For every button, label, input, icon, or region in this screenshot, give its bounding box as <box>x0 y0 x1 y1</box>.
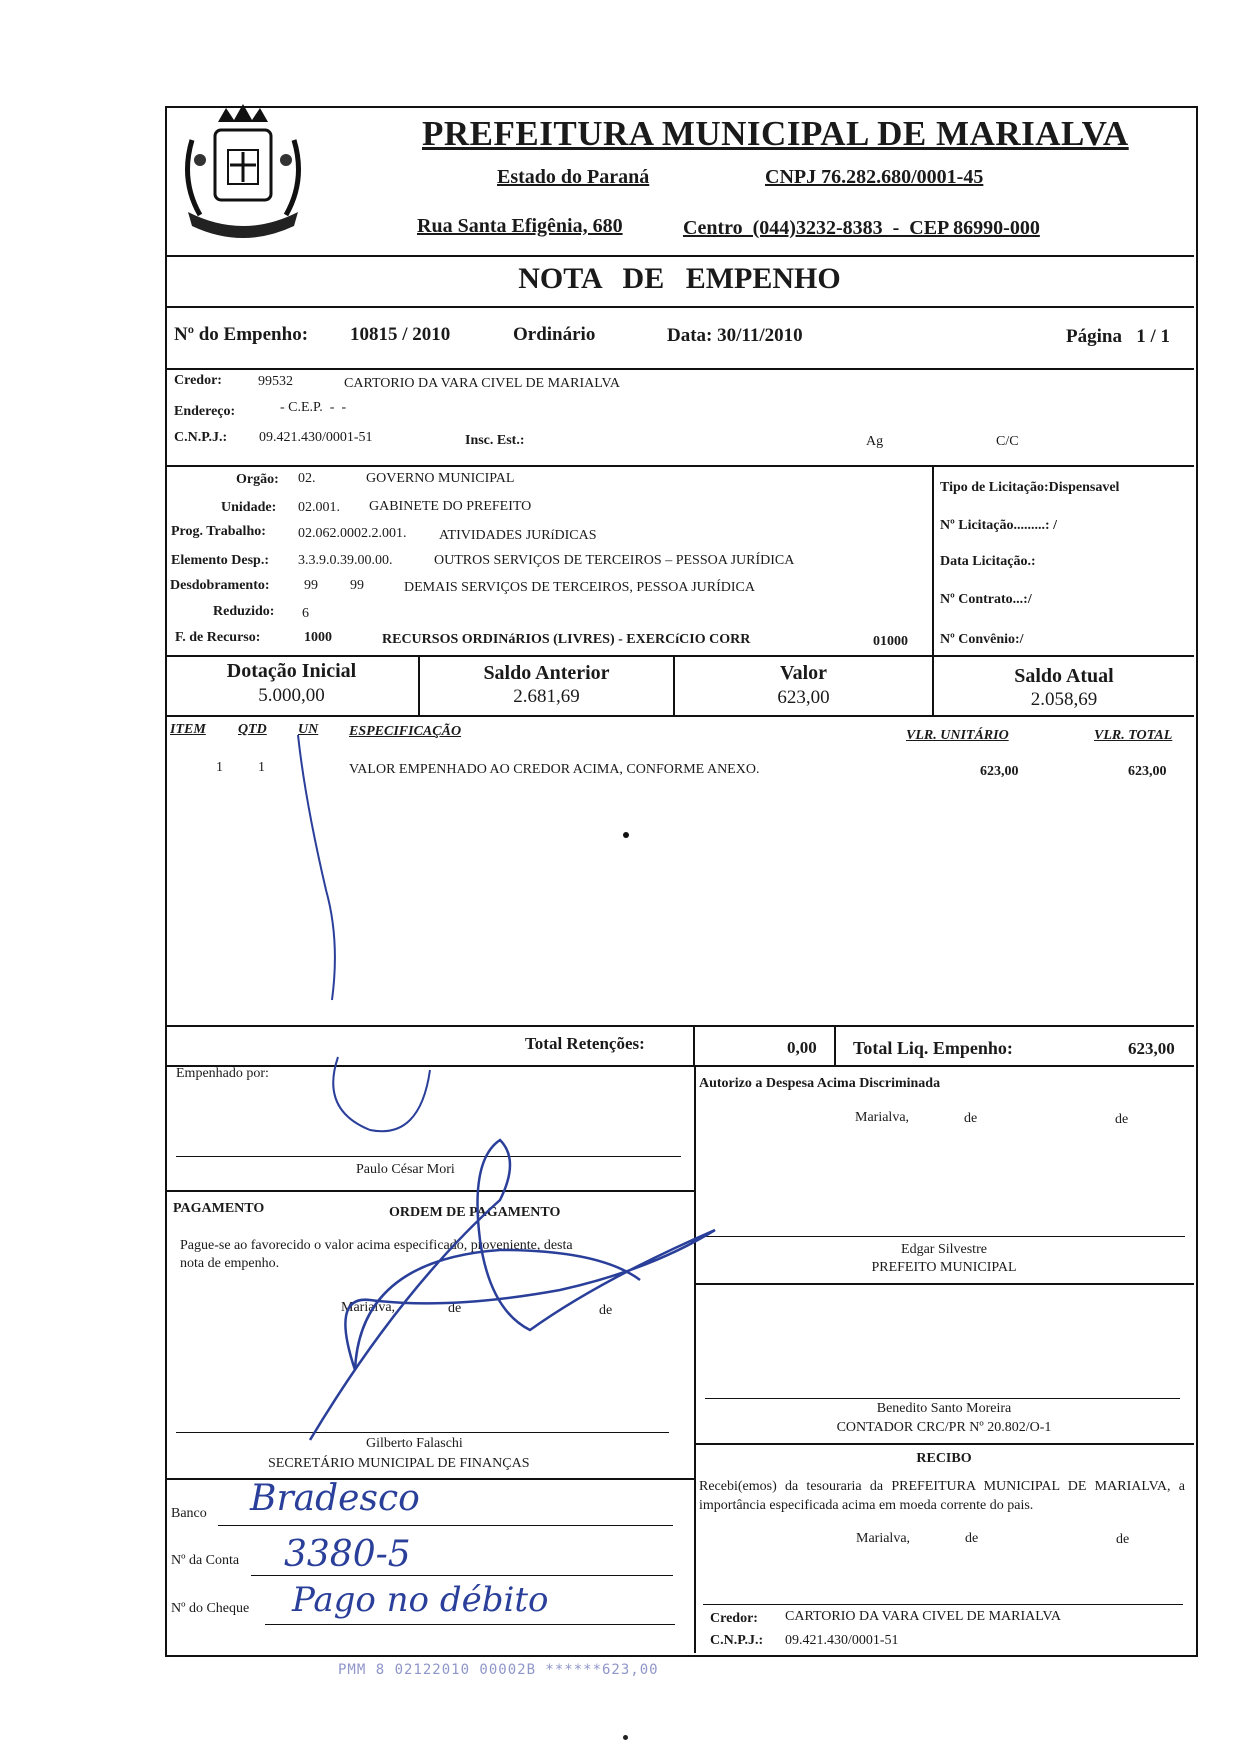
conta-value: 3380-5 <box>284 1534 411 1575</box>
orgao-label: Orgão: <box>236 472 279 487</box>
cheque-label: Nº do Cheque <box>171 1601 250 1616</box>
pagamento-de2: de <box>599 1303 613 1318</box>
secretario-role: SECRETÁRIO MUNICIPAL DE FINANÇAS <box>268 1456 530 1471</box>
recibo-label: RECIBO <box>916 1451 972 1466</box>
item-qtd: 1 <box>258 760 265 775</box>
pagamento-de1: de <box>448 1301 462 1316</box>
pagamento-text-1: Pague-se ao favorecido o valor acima especificado, proveniente, desta <box>180 1238 573 1253</box>
prefeito-role: PREFEITO MUNICIPAL <box>871 1260 1017 1275</box>
desdob-code2: 99 <box>350 578 364 593</box>
empenho-type: Ordinário <box>513 324 596 345</box>
recurso-name: RECURSOS ORDINáRIOS (LIVRES) - EXERCíCIO CORR <box>382 632 751 647</box>
header-title: PREFEITURA MUNICIPAL DE MARIALVA <box>422 114 1129 153</box>
cnpj-value: 09.421.430/0001-51 <box>259 430 373 445</box>
prog-code: 02.062.0002.2.001. <box>298 526 407 541</box>
elemento-code: 3.3.9.0.39.00.00. <box>298 553 393 568</box>
saldo-atual-label: Saldo Atual <box>1014 665 1114 687</box>
col-qtd: QTD <box>238 722 267 737</box>
col-vlr-unit: VLR. UNITÁRIO <box>906 728 1009 743</box>
header-contact: Centro (044)3232-8383 - CEP 86990-000 <box>683 217 1040 239</box>
unidade-label: Unidade: <box>221 500 277 515</box>
item-vlr-total: 623,00 <box>1128 764 1167 779</box>
prog-name: ATIVIDADES JURíDICAS <box>439 528 597 543</box>
credor-code: 99532 <box>258 374 293 389</box>
banco-label: Banco <box>171 1506 207 1521</box>
contador-name: Benedito Santo Moreira <box>876 1401 1012 1416</box>
item-number: 1 <box>216 760 223 775</box>
empenhado-label: Empenhado por: <box>176 1066 269 1081</box>
empenho-date: Data: 30/11/2010 <box>667 325 803 346</box>
unidade-code: 02.001. <box>298 500 340 515</box>
retencoes-label: Total Retenções: <box>525 1034 645 1053</box>
header-address: Rua Santa Efigênia, 680 <box>417 215 623 237</box>
recibo-cnpj-value: 09.421.430/0001-51 <box>785 1633 899 1648</box>
empenho-number: 10815 / 2010 <box>350 324 451 345</box>
credor-label: Credor: <box>174 373 222 388</box>
prog-label: Prog. Trabalho: <box>171 524 266 539</box>
desdob-label: Desdobramento: <box>170 578 270 593</box>
col-item: ITEM <box>170 722 206 737</box>
pagamento-text-2: nota de empenho. <box>180 1256 280 1271</box>
insc-label: Insc. Est.: <box>465 433 525 448</box>
recibo-de2: de <box>1116 1532 1130 1547</box>
credor-name: CARTORIO DA VARA CIVEL DE MARIALVA <box>344 376 620 391</box>
cnpj-label: C.N.P.J.: <box>174 430 228 445</box>
licitacao-data: Data Licitação.: <box>940 554 1036 569</box>
empenho-label: Nº do Empenho: <box>174 324 309 345</box>
cheque-value: Pago no débito <box>292 1580 549 1620</box>
desdob-code1: 99 <box>304 578 318 593</box>
col-espec: ESPECIFICAÇÃO <box>349 724 462 739</box>
saldo-atual-value: 2.058,69 <box>1030 689 1098 710</box>
reduzido-label: Reduzido: <box>213 604 275 619</box>
retencoes-value: 0,00 <box>787 1038 817 1057</box>
bottom-dot <box>623 1735 628 1740</box>
valor-value: 623,00 <box>777 687 830 708</box>
autorizo-de1: de <box>964 1111 978 1126</box>
dotacao-label: Dotação Inicial <box>226 660 357 682</box>
col-vlr-total: VLR. TOTAL <box>1094 728 1173 743</box>
licitacao-contrato: Nº Contrato...:/ <box>940 592 1032 607</box>
saldo-anterior-value: 2.681,69 <box>513 686 580 707</box>
empenhado-name: Paulo César Mori <box>356 1162 455 1177</box>
item-espec: VALOR EMPENHADO AO CREDOR ACIMA, CONFORME ANEXO. <box>349 762 760 777</box>
empenho-page: Página 1 / 1 <box>1066 326 1170 347</box>
recurso-label: F. de Recurso: <box>175 630 261 645</box>
dotacao-value: 5.000,00 <box>258 685 325 706</box>
bullet-dot <box>623 832 629 838</box>
autorizo-place: Marialva, <box>855 1110 910 1125</box>
elemento-label: Elemento Desp.: <box>171 553 269 568</box>
liq-value: 623,00 <box>1128 1039 1175 1058</box>
desdob-name: DEMAIS SERVIÇOS DE TERCEIROS, PESSOA JURÍDICA <box>404 580 756 595</box>
prefeito-name: Edgar Silvestre <box>901 1242 987 1257</box>
header-state: Estado do Paraná <box>497 166 650 188</box>
col-un: UN <box>298 722 319 737</box>
conta-label: Nº da Conta <box>171 1553 240 1568</box>
contador-role: CONTADOR CRC/PR Nº 20.802/O-1 <box>836 1420 1052 1435</box>
recibo-credor-label: Credor: <box>710 1611 758 1626</box>
endereco-label: Endereço: <box>174 404 236 419</box>
doc-title: NOTA DE EMPENHO <box>518 262 841 295</box>
recibo-de1: de <box>965 1531 979 1546</box>
autorizo-label: Autorizo a Despesa Acima Discriminada <box>699 1076 941 1091</box>
banco-value: Bradesco <box>250 1478 420 1519</box>
elemento-name: OUTROS SERVIÇOS DE TERCEIROS – PESSOA JURÍDICA <box>434 553 795 568</box>
recibo-credor-value: CARTORIO DA VARA CIVEL DE MARIALVA <box>785 1609 1061 1624</box>
cc-label: C/C <box>996 434 1019 449</box>
recurso-code2: 01000 <box>873 634 908 649</box>
recibo-place: Marialva, <box>856 1531 911 1546</box>
liq-label: Total Liq. Empenho: <box>853 1038 1013 1058</box>
unidade-name: GABINETE DO PREFEITO <box>369 499 532 514</box>
recibo-text: Recebi(emos) da tesouraria da PREFEITURA MUNICIPAL DE MARIALVA, a importância especificada acima em moeda corrente do pais. <box>699 1479 1185 1513</box>
pagamento-label: PAGAMENTO <box>173 1201 265 1216</box>
valor-label: Valor <box>779 662 828 684</box>
coat-of-arms-icon <box>170 100 320 250</box>
autorizo-de2: de <box>1115 1112 1129 1127</box>
licitacao-tipo: Tipo de Licitação:Dispensavel <box>940 480 1120 495</box>
reduzido-value: 6 <box>302 606 309 621</box>
item-vlr-unit: 623,00 <box>980 764 1019 779</box>
ordem-label: ORDEM DE PAGAMENTO <box>389 1205 561 1220</box>
recibo-cnpj-label: C.N.P.J.: <box>710 1633 764 1648</box>
saldo-anterior-label: Saldo Anterior <box>483 662 610 684</box>
pagamento-place: Marialva, <box>341 1300 396 1315</box>
recurso-code: 1000 <box>304 630 332 645</box>
orgao-name: GOVERNO MUNICIPAL <box>366 471 515 486</box>
print-stamp: PMM 8 02122010 00002B ******623,00 <box>338 1662 659 1678</box>
licitacao-convenio: Nº Convênio:/ <box>940 632 1024 647</box>
secretario-name: Gilberto Falaschi <box>366 1436 463 1451</box>
header-cnpj: CNPJ 76.282.680/0001-45 <box>765 166 984 188</box>
orgao-code: 02. <box>298 471 316 486</box>
licitacao-numero: Nº Licitação.........: / <box>940 518 1057 533</box>
endereco-value: - C.E.P. - - <box>280 400 347 415</box>
ag-label: Ag <box>866 434 884 449</box>
